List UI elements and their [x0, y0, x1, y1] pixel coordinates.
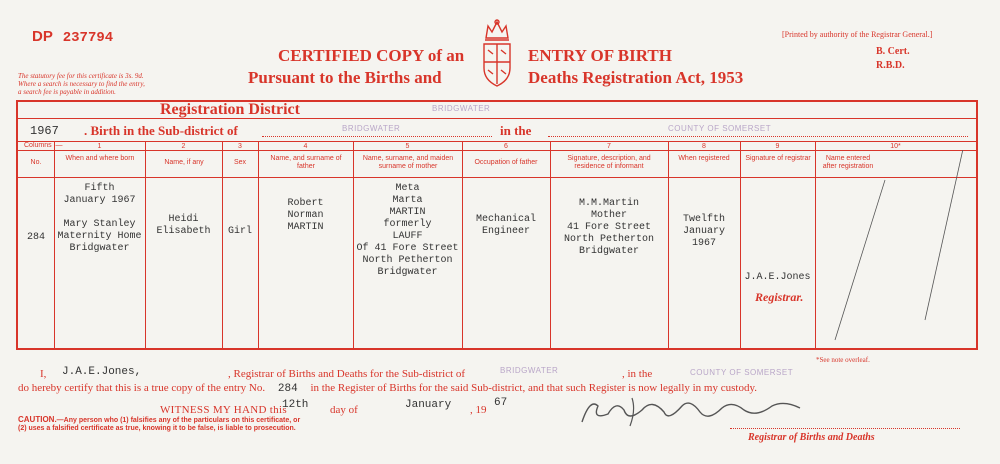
header-sex: Sex: [233, 159, 247, 166]
birth-label: . Birth in the Sub-district of: [84, 123, 238, 138]
cell-sex: Girl: [227, 226, 252, 237]
year-suffix: 67: [494, 397, 508, 409]
header-no: No.: [30, 159, 42, 166]
cell-father: Robert Norman MARTIN: [287, 198, 324, 233]
subdistrict-stamp: BRIDGWATER: [342, 124, 401, 133]
header-name-after: Name entered after registration: [822, 155, 874, 170]
caution-text: —Any person who (1) falsifies any of the particulars on this certificate, or (2) uses a falsified certificate as true, knowing it to be false, is liable to prosecution.: [18, 417, 301, 432]
district-stamp: BRIDGWATER: [432, 104, 491, 113]
header-informant: Signature, description, and residence of informant: [567, 155, 651, 170]
authority-note: [Printed by authority of the Registrar General.]: [782, 30, 933, 39]
cert-entry-no: 284: [277, 383, 298, 395]
serial-prefix: DP: [32, 28, 53, 45]
header-mother: Name, surname, and maiden surname of mother: [362, 155, 454, 170]
registrar-handwritten-signature: [572, 392, 812, 432]
header-registrar-signature: Signature of registrar: [745, 155, 811, 162]
col-num-1: 1: [97, 143, 102, 150]
see-note: *See note overleaf.: [816, 356, 870, 364]
col-num-6: 6: [504, 143, 508, 150]
cert-county-stamp: COUNTY OF SOMERSET: [690, 368, 794, 377]
col-num-10: 10*: [890, 143, 901, 150]
royal-arms-crest: [474, 18, 520, 90]
year: 1967: [30, 124, 59, 138]
cell-no: 284: [26, 232, 45, 243]
cert-i: I,: [40, 368, 47, 380]
header-name: Name, if any: [164, 159, 204, 166]
col-num-7: 7: [607, 143, 611, 150]
col-num-8: 8: [702, 143, 706, 150]
cert-subdistrict-stamp: BRIDGWATER: [500, 366, 559, 375]
cell-name: Heidi Elisabeth: [156, 214, 211, 237]
col-num-2: 2: [181, 143, 186, 150]
cell-registrar-signature: J.A.E.Jones: [744, 272, 811, 283]
cert-line1-in: , in the: [622, 368, 653, 380]
cert-line2-text: do hereby certify that this is a true copy of the entry No.: [18, 382, 266, 394]
in-the-label: in the: [500, 123, 532, 138]
col-num-5: 5: [405, 143, 410, 150]
serial-number: [32, 28, 113, 46]
registration-district-label: Registration District: [160, 101, 300, 118]
registrar-footer: Registrar of Births and Deaths: [748, 432, 875, 443]
form-code-2: R.B.D.: [876, 60, 905, 71]
cancel-strike: [815, 150, 978, 348]
witness-label: WITNESS MY HAND this: [160, 404, 287, 416]
fee-note: The statutory fee for this certificate is 3s. 9d. Where a search is necessary to find the entry, a search fee is payable in addition.: [18, 72, 145, 96]
cert-line2-rest: in the Register of Births for the said Sub-district, and that such Register is now legally in my custody.: [310, 382, 757, 394]
col-num-3: 3: [238, 143, 242, 150]
cell-when-registered: Twelfth January 1967: [682, 214, 725, 249]
title-line2-left: Pursuant to the Births and: [248, 68, 442, 87]
columns-label: Columns :—: [24, 142, 63, 149]
witness-month: January: [405, 399, 452, 411]
title-line2-right: Deaths Registration Act, 1953: [528, 68, 744, 87]
header-occupation: Occupation of father: [474, 159, 538, 166]
registrar-name: J.A.E.Jones,: [62, 366, 142, 378]
title-line1-right: ENTRY OF BIRTH: [528, 46, 672, 65]
caution-label: CAUTION.: [18, 415, 57, 424]
cert-line1-mid: , Registrar of Births and Deaths for the Sub-district of: [228, 368, 466, 380]
caution-notice: [18, 416, 308, 433]
county-stamp: COUNTY OF SOMERSET: [668, 124, 772, 133]
cell-registrar-title: Registrar.: [755, 290, 804, 304]
col-num-4: 4: [303, 143, 308, 150]
cell-occupation: Mechanical Engineer: [475, 214, 536, 237]
col-num-9: 9: [775, 143, 780, 150]
day-of-label: day of: [330, 404, 358, 416]
title-line1-left: CERTIFIED COPY of an: [278, 46, 465, 65]
cell-informant: M.M.Martin Mother 41 Fore Street North Petherton Bridgwater: [563, 198, 654, 257]
header-when-registered: When registered: [678, 155, 730, 162]
header-father: Name, and surname of father: [270, 155, 342, 170]
witness-day: 12th: [282, 399, 309, 411]
serial-digits: 237794: [62, 30, 114, 46]
cell-when-where: Fifth January 1967 Mary Stanley Maternity Home Bridgwater: [57, 183, 142, 254]
form-code-1: B. Cert.: [876, 46, 910, 57]
cell-mother: Meta Marta MARTIN formerly LAUFF Of 41 Fore Street North Petherton Bridgwater: [356, 183, 459, 278]
header-when-where-born: When and where born: [65, 155, 135, 162]
year-prefix: , 19: [470, 404, 487, 416]
